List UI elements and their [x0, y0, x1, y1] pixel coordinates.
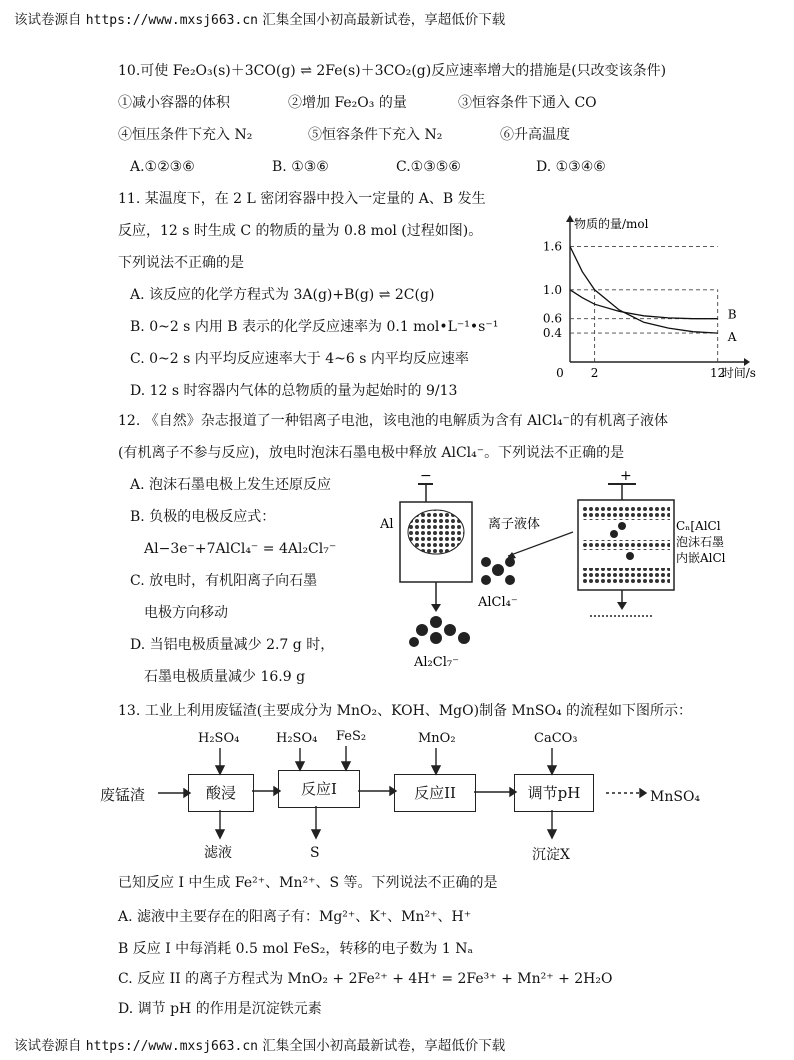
page-footer: [14, 1034, 505, 1054]
y-tick-label: 1.6: [542, 239, 562, 254]
q10-option-2: ②增加 Fe₂O₃ 的量: [288, 95, 407, 111]
q10-choice-d: D. ①③④⑥: [536, 159, 606, 175]
y-tick-label: 0.4: [542, 326, 562, 341]
alcl4-molecule-icon: [481, 557, 515, 585]
q13-choice-c: C. 反应 II 的离子方程式为 MnO₂ + 2Fe²⁺ + 4H⁺ = 2Fe³⁺ + Mn²⁺ + 2H₂O: [118, 971, 613, 987]
q11-choice-a: A. 该反应的化学方程式为 3A(g)+B(g) ⇌ 2C(g): [130, 287, 435, 303]
al2cl7-molecule-icon: [409, 616, 470, 647]
q11-stem-line3: 下列说法不正确的是: [118, 255, 244, 271]
q12-battery-diagram: [378, 470, 738, 690]
q10-choice-c: C.①③⑤⑥: [396, 159, 461, 175]
x-tick-label: 2: [590, 366, 599, 380]
q11-amount-vs-time-chart: [520, 212, 756, 387]
flow-box-adjust-ph: 调节pH: [514, 774, 594, 812]
x-tick-label: 12: [710, 366, 726, 380]
q12-choice-c: C. 放电时，有机阳离子向石墨: [130, 573, 318, 589]
q12-stem-line2: (有机离子不参与反应)，放电时泡沫石墨电极中释放 AlCl₄⁻。下列说法不正确的是: [118, 445, 625, 461]
y-axis-arrow: [566, 215, 574, 222]
q13-choice-b: B 反应 I 中每消耗 0.5 mol FeS₂，转移的电子数为 1 Nₐ: [118, 941, 473, 957]
q11-stem-line1: 11. 某温度下，在 2 L 密闭容器中投入一定量的 A、B 发生: [118, 191, 486, 207]
x-axis-title: 时间/s: [721, 366, 756, 380]
q12-choice-d: D. 当铝电极质量减少 2.7 g 时，: [130, 637, 335, 653]
y-tick-label: 1.0: [542, 282, 562, 297]
cn-alcl-label: Cₙ[AlCl: [676, 519, 721, 533]
q10-option-5: ⑤恒容条件下充入 N₂: [308, 127, 443, 143]
header-brand: 该试卷源自: [14, 12, 82, 28]
series-B-line: [570, 290, 718, 319]
q11-stem-line2: 反应，12 s 时生成 C 的物质的量为 0.8 mol (过程如图)。: [118, 223, 483, 239]
q13-choice-a: A. 滤液中主要存在的阳离子有：Mg²⁺、K⁺、Mn²⁺、H⁺: [118, 909, 472, 925]
series-B-label: B: [727, 307, 737, 322]
flow-filtrate: 滤液: [204, 845, 232, 861]
q11-choice-d: D. 12 s 时容器内气体的总物质的量为起始时的 9/13: [130, 383, 458, 399]
ionic-liquid-label: 离子液体: [488, 517, 541, 532]
alcl4-label: AlCl₄⁻: [478, 595, 518, 610]
header-slogan: 汇集全国小初高最新试卷，享超低价下载: [262, 12, 506, 28]
series-A-label: A: [727, 330, 737, 345]
q11-choice-c: C. 0~2 s 内平均反应速率大于 4~6 s 内平均反应速率: [130, 351, 469, 367]
al-label: Al: [380, 517, 394, 532]
foam-graphite-label: 泡沫石墨: [676, 535, 725, 549]
page-header: [14, 8, 505, 28]
q10-choice-a: A.①②③⑥: [130, 159, 195, 175]
q13-stem: 13. 工业上利用废锰渣(主要成分为 MnO₂、KOH、MgO)制备 MnSO₄ 的流程如下图所示：: [118, 703, 693, 719]
flow-precipitate-x: 沉淀X: [532, 847, 570, 863]
reagent-reaction2: MnO₂: [418, 731, 456, 746]
x-axis-arrow: [744, 358, 750, 366]
q10-option-4: ④恒压条件下充入 N₂: [118, 127, 253, 143]
x-tick-label: 0: [556, 366, 564, 380]
q11-choice-b: B. 0~2 s 内用 B 表示的化学反应速率为 0.1 mol•L⁻¹•s⁻¹: [130, 319, 499, 335]
q10-option-1: ①减小容器的体积: [118, 95, 230, 111]
y-axis-title: 物质的量/mol: [574, 217, 649, 231]
q12-choice-b: B. 负极的电极反应式：: [130, 509, 276, 525]
footer-slogan: 汇集全国小初高最新试卷，享超低价下载: [262, 1038, 506, 1054]
reagent-adjust-ph: CaCO₃: [534, 731, 578, 746]
q10-choice-b: B. ①③⑥: [272, 159, 329, 175]
q12-choice-c-cont: 电极方向移动: [144, 605, 228, 621]
reagent-reaction1-fes2: FeS₂: [336, 729, 367, 744]
flow-box-acid-leach: 酸浸: [188, 774, 254, 812]
q12-choice-b-equation: Al−3e⁻+7AlCl₄⁻ = 4Al₂Cl₇⁻: [144, 541, 337, 557]
flow-input: 废锰渣: [100, 786, 146, 804]
q13-choice-d: D. 调节 pH 的作用是沉淀铁元素: [118, 1001, 322, 1017]
q12-choice-d-cont: 石墨电极质量减少 16.9 g: [144, 669, 306, 685]
q12-choice-a: A. 泡沫石墨电极上发生还原反应: [130, 477, 332, 493]
flow-box-reaction-1: 反应I: [278, 770, 360, 808]
al2cl7-label: Al₂Cl₇⁻: [414, 655, 459, 670]
footer-brand: 该试卷源自: [14, 1038, 82, 1054]
graphite-layer-top: [582, 506, 670, 520]
graphite-layer-middle: [582, 540, 670, 550]
q10-option-3: ③恒容条件下通入 CO: [458, 95, 597, 111]
reagent-acid-leach: H₂SO₄: [198, 731, 240, 746]
positive-terminal: +: [620, 468, 632, 484]
footer-url[interactable]: https://www.mxsj663.cn: [85, 1039, 258, 1054]
q10-stem: 10.可使 Fe₂O₃(s)＋3CO(g) ⇌ 2Fe(s)＋3CO₂(g)反应速率增大的措施是(只改变该条件): [118, 63, 667, 79]
q10-option-6: ⑥升高温度: [500, 127, 570, 143]
embedded-alcl-label: 内嵌AlCl: [676, 551, 726, 565]
graphite-layer-bottom: [582, 568, 670, 584]
y-tick-label: 0.6: [542, 311, 562, 326]
header-url[interactable]: https://www.mxsj663.cn: [85, 13, 258, 28]
flow-sulfur: S: [310, 845, 320, 861]
aluminum-electrode: [408, 510, 464, 554]
q12-stem-line1: 12. 《自然》杂志报道了一种铝离子电池，该电池的电解质为含有 AlCl₄⁻的有机离子液体: [118, 413, 668, 429]
reagent-reaction1-acid: H₂SO₄: [276, 731, 318, 746]
negative-terminal: −: [420, 468, 432, 484]
flow-output: MnSO₄: [650, 789, 701, 805]
q13-known: 已知反应 I 中生成 Fe²⁺、Mn²⁺、S 等。下列说法不正确的是: [118, 875, 498, 891]
flow-box-reaction-2: 反应II: [394, 774, 476, 812]
